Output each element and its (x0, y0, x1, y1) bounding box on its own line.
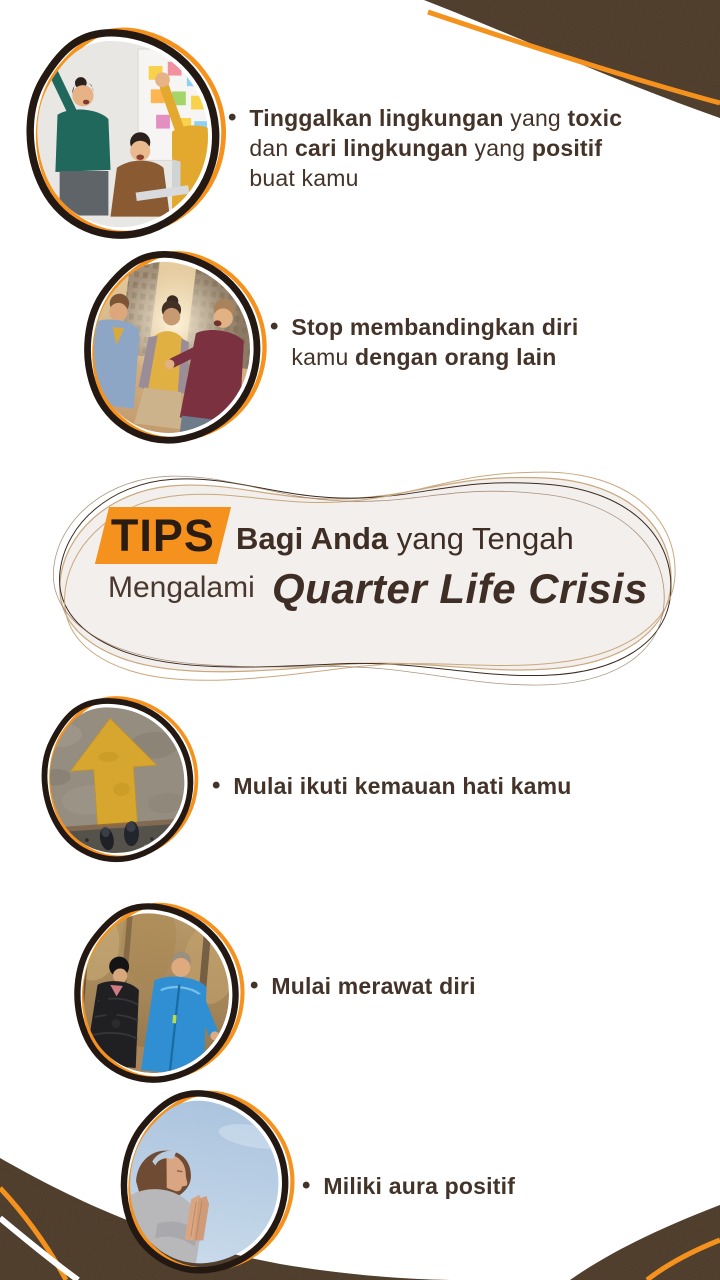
title-line1-bold: Bagi Anda (236, 521, 389, 556)
couple-jogging-photo (50, 888, 259, 1098)
tip-item-2 (270, 312, 578, 372)
bullet-dot: • (212, 772, 221, 799)
tip-item-1 (228, 103, 622, 193)
tip-line: Tinggalkan lingkungan yang toxic (249, 105, 623, 131)
tip-line: Miliki aura positif (323, 1173, 516, 1199)
tip-line: dan cari lingkungan yang positif (249, 135, 603, 161)
title-line1-rest: yang Tengah (388, 521, 574, 556)
tip-line: Stop membandingkan diri (291, 314, 579, 340)
tip-photo-blob-5 (79, 1062, 324, 1280)
title-line1 (236, 521, 574, 557)
tip-line: Mulai merawat diri (271, 973, 476, 999)
corner-decor-top-right (424, 0, 720, 118)
tip-text-2 (291, 312, 578, 372)
tip-item-4 (250, 971, 476, 1001)
tip-line: kamu dengan orang lain (291, 344, 557, 370)
team-celebration-photo (8, 25, 231, 248)
yellow-arrow-on-ground-photo (21, 688, 208, 879)
tip-line: buat kamu (249, 165, 359, 191)
tip-text-5 (323, 1171, 515, 1201)
tip-text-1 (249, 103, 622, 193)
tip-text-4 (271, 971, 475, 1001)
tip-photo-blob-2 (43, 224, 294, 475)
tip-photo-blob-3 (12, 679, 221, 885)
bullet-dot: • (228, 104, 237, 131)
tip-photo-blob-1 (0, 13, 242, 259)
tip-item-3 (212, 771, 572, 801)
corner-decor-bottom-right (570, 1205, 720, 1280)
title-line2-regular: Mengalami (108, 571, 255, 604)
tips-badge (95, 507, 231, 564)
bullet-dot: • (250, 972, 259, 999)
tips-label: TIPS (110, 509, 216, 561)
tip-line: Mulai ikuti kemauan hati kamu (233, 773, 572, 799)
bullet-dot: • (302, 1172, 311, 1199)
tip-item-5 (302, 1171, 515, 1201)
title-line2-italic: Quarter Life Crisis (272, 565, 648, 612)
tip-text-3 (233, 771, 571, 801)
bullet-dot: • (270, 313, 279, 340)
